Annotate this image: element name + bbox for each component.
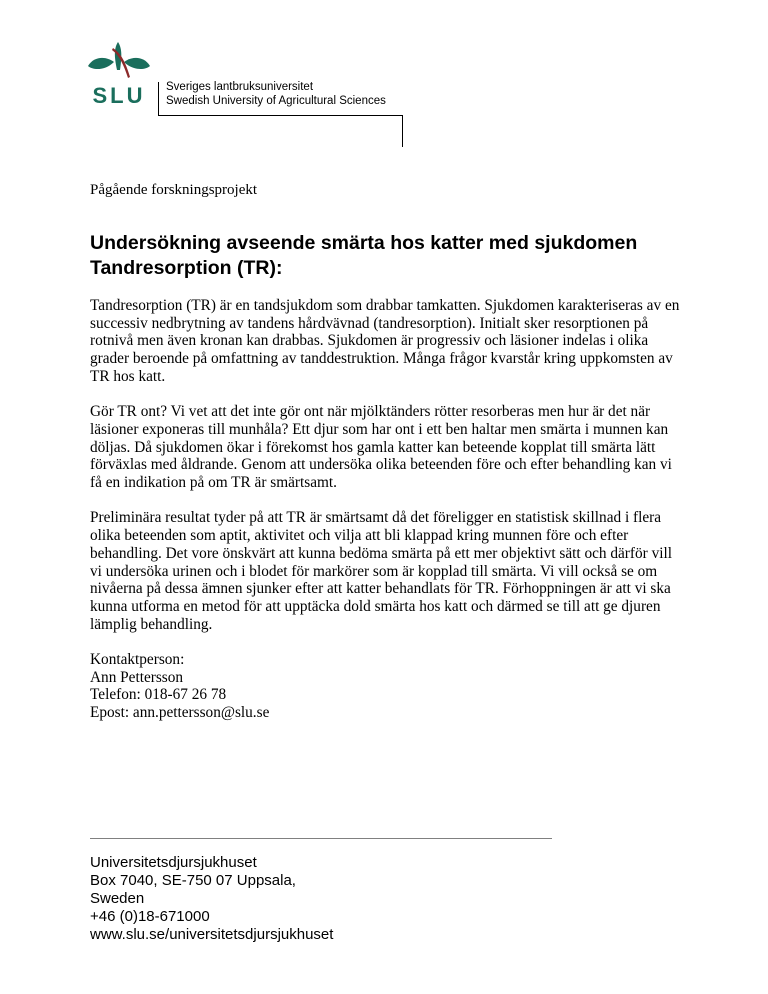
footer-address [90,854,333,944]
logo-text: SLU [92,83,146,108]
footer-line: Sweden [90,890,145,907]
org-name [166,80,386,108]
contact-label: Kontaktperson: [90,651,185,669]
contact-name: Ann Pettersson [90,668,184,686]
page-title: Undersökning avseende smärta hos katter med sjukdomen Tandresorption (TR): [90,232,638,279]
footer-divider [90,838,552,839]
slu-logo [84,40,154,108]
paragraph: Preliminära resultat tyder på att TR är smärtsamt då det föreligger en statistisk skillnad i flera olika beteenden som aptit, aktivitet och vilja att bli klappad kring munnen före och efter behandling. Det vore önskvärt att kunna bedöma smärta på ett mer objektivt sätt och därför vill vi undersöka urinen och i blodet för markörer som är kopplad till smärta. Vi vill också se om nivåerna på dessa ämnen sjunker efter att katter behandlats för TR. Förhoppningen är att vi ska kunna utforma en metod för att upptäcka dold smärta hos katt och därmed se till att ge djuren lämplig behandling. [90,509,672,633]
paragraph: Gör TR ont? Vi vet att det inte gör ont när mjölktänders rötter resorberas men hur är det när läsioner exponeras till munhåla? Ett djur som har ont i ett ben haltar men smärta i munnen kan döljas. Då sjukdomen ökar i förekomst hos gamla katter kan beteende kopplat till smärta lätt förväxlas med åldrande. Genom att undersöka olika beteenden före och efter behandling kan vi få en indikation på om TR är smärtsamt. [90,403,672,492]
org-name-sv: Sveriges lantbruksuniversitet [166,81,314,93]
project-type: Pågående forskningsprojekt [90,182,258,198]
footer-line: +46 (0)18-671000 [90,908,210,925]
footer-url: www.slu.se/universitetsdjursjukhuset [90,926,334,943]
contact-block [90,651,680,722]
header-divider-vertical [158,82,159,116]
paragraph: Tandresorption (TR) är en tandsjukdom som drabbar tamkatten. Sjukdomen karakteriseras av en successiv nedbrytning av tandens hårdvävnad (tandresorption). Initialt sker resorptionen på rotnivå men även kronan kan drabbas. Sjukdomen är progressiv och läsioner indelas i olika grader beroende på omfattning av tanddestruktion. Många frågor kvarstår kring uppkomsten av TR hos katt. [90,297,680,385]
document-body [90,297,680,722]
contact-email: Epost: ann.pettersson@slu.se [90,704,270,722]
org-name-en: Swedish University of Agricultural Sciences [166,95,386,107]
header-divider-horizontal [158,115,402,116]
footer-line: Box 7040, SE-750 07 Uppsala, [90,872,296,889]
footer-line: Universitetsdjursjukhuset [90,854,257,871]
header-divider-vertical-right [402,115,403,147]
contact-phone: Telefon: 018-67 26 78 [90,686,227,704]
